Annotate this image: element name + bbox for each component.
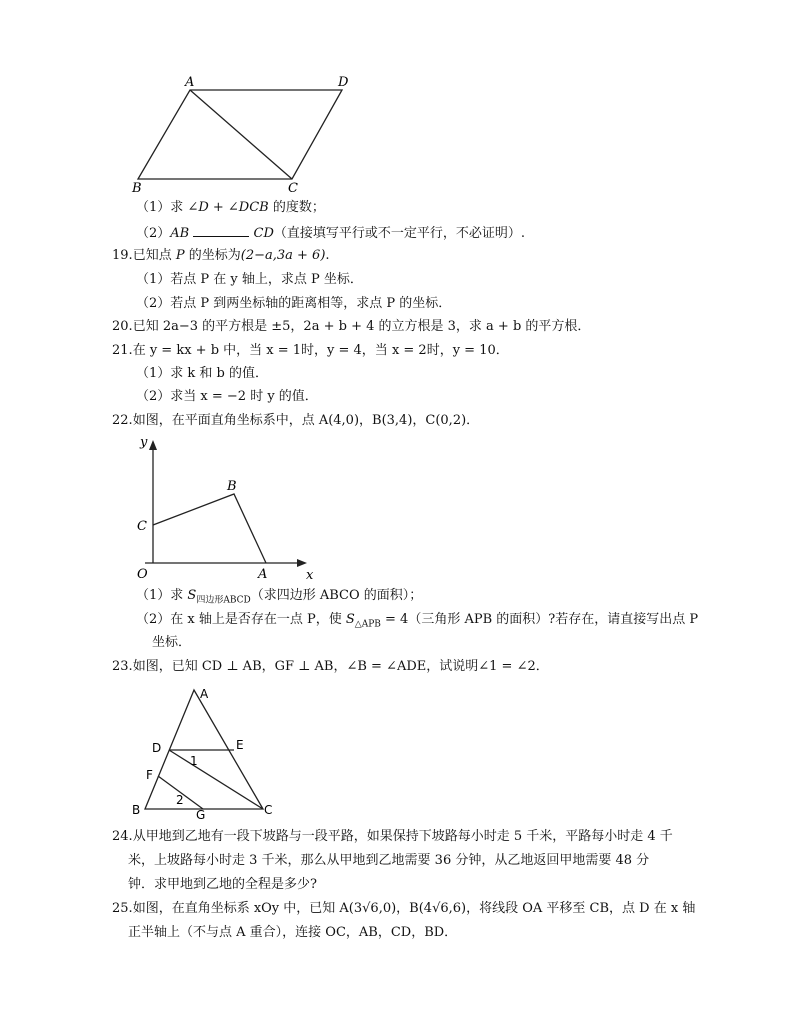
diagonal-ac: [190, 90, 292, 179]
fig2-label-c: C: [137, 519, 147, 534]
fig3-label-d: D: [152, 741, 162, 755]
angle-2-label: 2: [176, 793, 184, 807]
q23-stem: 23.如图，已知 CD ⊥ AB，GF ⊥ AB，∠B = ∠ADE，试说明∠1 = ∠2．: [112, 659, 549, 674]
q21-stem: 21.在 y = kx + b 中，当 x = 1时，y = 4，当 x = 2时，y = 10．: [112, 343, 509, 358]
origin-label: O: [137, 567, 148, 582]
q24-line3: 钟．求甲地到乙地的全程是多少?: [128, 877, 317, 892]
q22-part1: （1）求 $S_{四边形ABCD}$（求四边形 ABCO 的面积）；: [136, 588, 423, 606]
fig1-label-c: C: [288, 181, 298, 196]
q22-part2: （2）在 x 轴上是否存在一点 P，使 $S_{\triangle APB} = 4$（三角形 APB 的面积）?若存在，请直接写出点 P: [136, 612, 699, 630]
q21-part1: （1）求 k 和 b 的值．: [136, 366, 268, 381]
q22-stem: 22.如图，在平面直角坐标系中，点 A(4,0)，B(3,4)，C(0,2)．: [112, 413, 480, 428]
fig3-label-a: A: [200, 687, 209, 701]
answer-blank: [193, 224, 249, 237]
triangle-figure: [130, 684, 290, 822]
parallelogram-figure: [128, 74, 358, 194]
q24-line1: 24.从甲地到乙地有一段下坡路与一段平路，如果保持下坡路每小时走 5 千米，平路每小时走 4 千: [112, 829, 673, 844]
angle-1-label: 1: [190, 754, 198, 768]
fig1-label-a: A: [185, 75, 195, 90]
q19-part1: （1）若点 P 在 y 轴上，求点 P 坐标．: [136, 272, 363, 287]
q18-part1: （1）求 ∠D + ∠DCB 的度数；: [136, 200, 325, 215]
fig1-label-b: B: [132, 181, 142, 196]
q24-line2: 米，上坡路每小时走 3 千米，那么从甲地到乙地需要 36 分钟，从乙地返回甲地需要 48 分: [128, 853, 650, 868]
parallelogram-outline: [138, 90, 342, 179]
q20-stem: 20.已知 2a−3 的平方根是 ±5，2a + b + 4 的立方根是 3，求 a + b 的平方根．: [112, 319, 591, 334]
x-axis-arrow: [297, 559, 307, 567]
q19-part2: （2）若点 P 到两坐标轴的距离相等，求点 P 的坐标．: [136, 296, 452, 311]
x-axis-label: x: [306, 568, 314, 583]
quadrilateral-abco: [153, 494, 266, 563]
q19-stem: 19.已知点 P 的坐标为(2−a,3a + 6).: [112, 248, 330, 263]
coordinate-figure: [132, 432, 332, 582]
fig3-label-g: G: [196, 808, 206, 822]
q22-part2-cont: 坐标．: [152, 635, 192, 650]
q25-line1: 25.如图，在直角坐标系 xOy 中，已知 A(3√6,0)，B(4√6,6)，将线段 OA 平移至 CB，点 D 在 x 轴: [112, 901, 696, 916]
fig2-label-a: A: [258, 567, 268, 582]
fig3-label-c: C: [264, 803, 273, 817]
fig3-label-e: E: [236, 738, 244, 752]
q25-line2: 正半轴上（不与点 A 重合），连接 OC，AB，CD，BD．: [128, 925, 458, 940]
q21-part2: （2）求当 x = −2 时 y 的值．: [136, 389, 318, 404]
fig2-label-b: B: [227, 479, 237, 494]
q18-part2: （2）AB CD（直接填写平行或不一定平行，不必证明）.: [136, 226, 526, 241]
fig1-label-d: D: [338, 75, 349, 90]
y-axis-label: y: [140, 435, 148, 450]
fig3-label-f: F: [146, 768, 153, 782]
fig3-label-b: B: [132, 803, 141, 817]
y-axis-arrow: [149, 440, 157, 450]
